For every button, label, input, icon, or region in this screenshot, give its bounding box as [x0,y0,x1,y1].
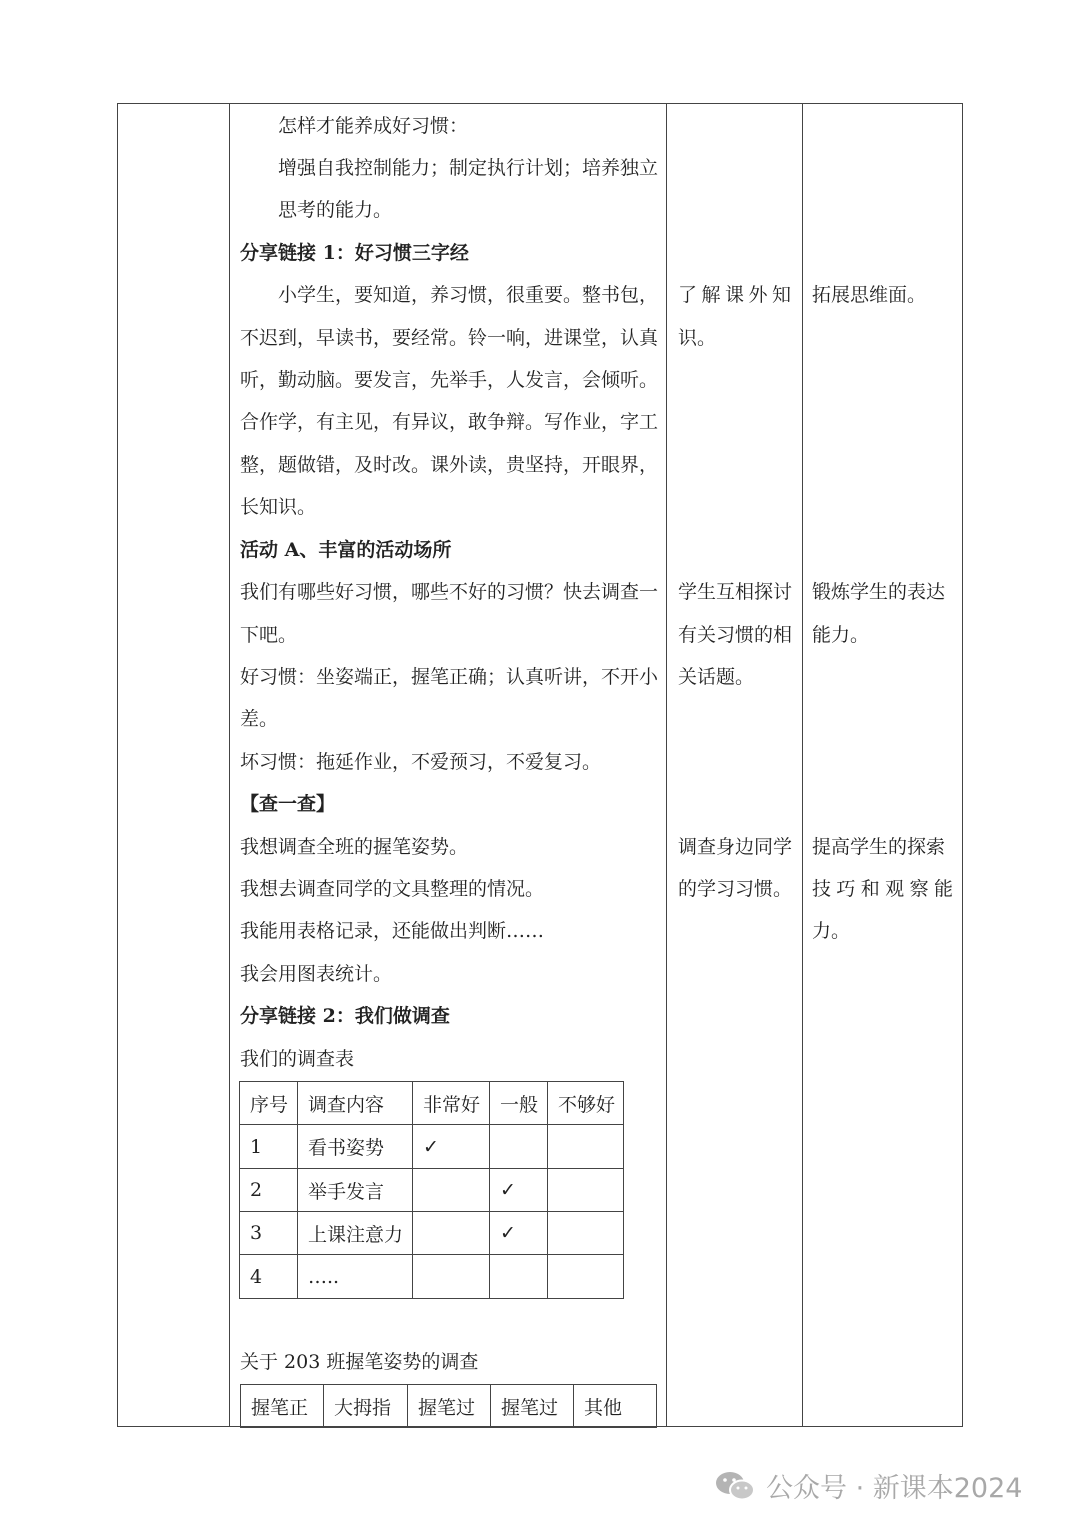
table-row [240,1169,624,1212]
table-cell: 举手发言 [298,1169,413,1212]
check-mark-cell: ✓ [413,1125,490,1169]
activity-line: 我们有哪些好习惯，哪些不好的习惯？快去调查一 [240,581,659,603]
survey-caption: 我们的调查表 [240,1048,355,1070]
check-mark-cell: ✓ [490,1212,548,1255]
table-cell [413,1255,490,1299]
student-activity-line: 调查身边同学 [678,836,793,858]
header-cell: 大拇指 [324,1385,408,1428]
table-cell: ….. [298,1255,413,1299]
watermark [714,1466,1022,1505]
check-title: 【查一查】 [240,793,336,815]
survey-header-row [240,1082,624,1125]
table-row [240,1212,624,1255]
column-divider [802,104,803,1426]
header-cell: 一般 [490,1082,548,1125]
class-survey-table [240,1384,657,1428]
activity-line: 好习惯：坐姿端正，握笔正确；认真听讲，不开小 [240,666,659,688]
design-intent-line: 技 巧 和 观 察 能 [812,878,953,900]
class-survey-caption: 关于 203 班握笔姿势的调查 [240,1351,479,1373]
rhyme-line: 小学生，要知道，养习惯，很重要。整书包， [278,284,659,306]
student-activity-line: 学生互相探讨 [678,581,793,603]
design-intent-line: 提高学生的探索 [812,836,946,858]
table-cell: 3 [240,1212,298,1255]
check-line: 我想调查全班的握笔姿势。 [240,836,469,858]
header-cell: 序号 [240,1082,298,1125]
table-cell [548,1169,624,1212]
activity-a-title: 活动 A、丰富的活动场所 [240,539,452,561]
check-line: 我会用图表统计。 [240,963,393,985]
share-link-1-title: 分享链接 1：好习惯三字经 [240,242,469,264]
design-intent-line: 能力。 [812,624,870,646]
table-cell [413,1169,490,1212]
wechat-icon [714,1469,756,1503]
class-survey-header-row [241,1385,657,1428]
rhyme-line: 长知识。 [240,496,317,518]
rhyme-line: 整，题做错，及时改。课外读，贵坚持，开眼界， [240,454,659,476]
howto-line: 思考的能力。 [278,199,393,221]
table-cell: 1 [240,1125,298,1169]
table-cell: 2 [240,1169,298,1212]
header-cell: 握笔过 [491,1385,574,1428]
rhyme-line: 听，勤动脑。要发言，先举手，人发言，会倾听。 [240,369,659,391]
check-line: 我想去调查同学的文具整理的情况。 [240,878,545,900]
column-divider [666,104,667,1426]
design-intent-line: 拓展思维面。 [812,284,927,306]
table-cell: 看书姿势 [298,1125,413,1169]
share-link-2-title: 分享链接 2：我们做调查 [240,1005,450,1027]
survey-table [239,1081,624,1299]
header-cell: 握笔正 [241,1385,324,1428]
table-cell [548,1212,624,1255]
howto-line: 增强自我控制能力；制定执行计划；培养独立 [278,157,659,179]
table-cell [548,1125,624,1169]
table-cell: 4 [240,1255,298,1299]
table-cell [490,1125,548,1169]
rhyme-line: 不迟到，早读书，要经常。铃一响，进课堂，认真 [240,327,659,349]
header-cell: 其他 [574,1385,657,1428]
table-row [240,1125,624,1169]
activity-line: 差。 [240,708,279,730]
header-cell: 握笔过 [408,1385,491,1428]
table-cell [490,1255,548,1299]
design-intent-line: 锻炼学生的表达 [812,581,946,603]
table-cell [413,1212,490,1255]
check-line: 我能用表格记录，还能做出判断…… [240,920,545,942]
student-activity-line: 有关习惯的相 [678,624,793,646]
header-cell: 不够好 [548,1082,624,1125]
table-cell [548,1255,624,1299]
watermark-text: 公众号 · 新课本2024 [766,1473,1023,1504]
rhyme-line: 合作学，有主见，有异议，敢争辩。写作业，字工 [240,411,659,433]
activity-line: 坏习惯：拖延作业，不爱预习，不爱复习。 [240,751,602,773]
student-activity-line: 关话题。 [678,666,755,688]
table-row [240,1255,624,1299]
column-divider [229,104,230,1426]
activity-line: 下吧。 [240,624,298,646]
header-cell: 非常好 [413,1082,490,1125]
check-mark-cell: ✓ [490,1169,548,1212]
design-intent-line: 力。 [812,920,851,942]
student-activity-line: 识。 [678,327,717,349]
howto-title: 怎样才能养成好习惯： [278,115,469,137]
table-cell: 上课注意力 [298,1212,413,1255]
student-activity-line: 了 解 课 外 知 [678,284,791,306]
header-cell: 调查内容 [298,1082,413,1125]
student-activity-line: 的学习习惯。 [678,878,793,900]
